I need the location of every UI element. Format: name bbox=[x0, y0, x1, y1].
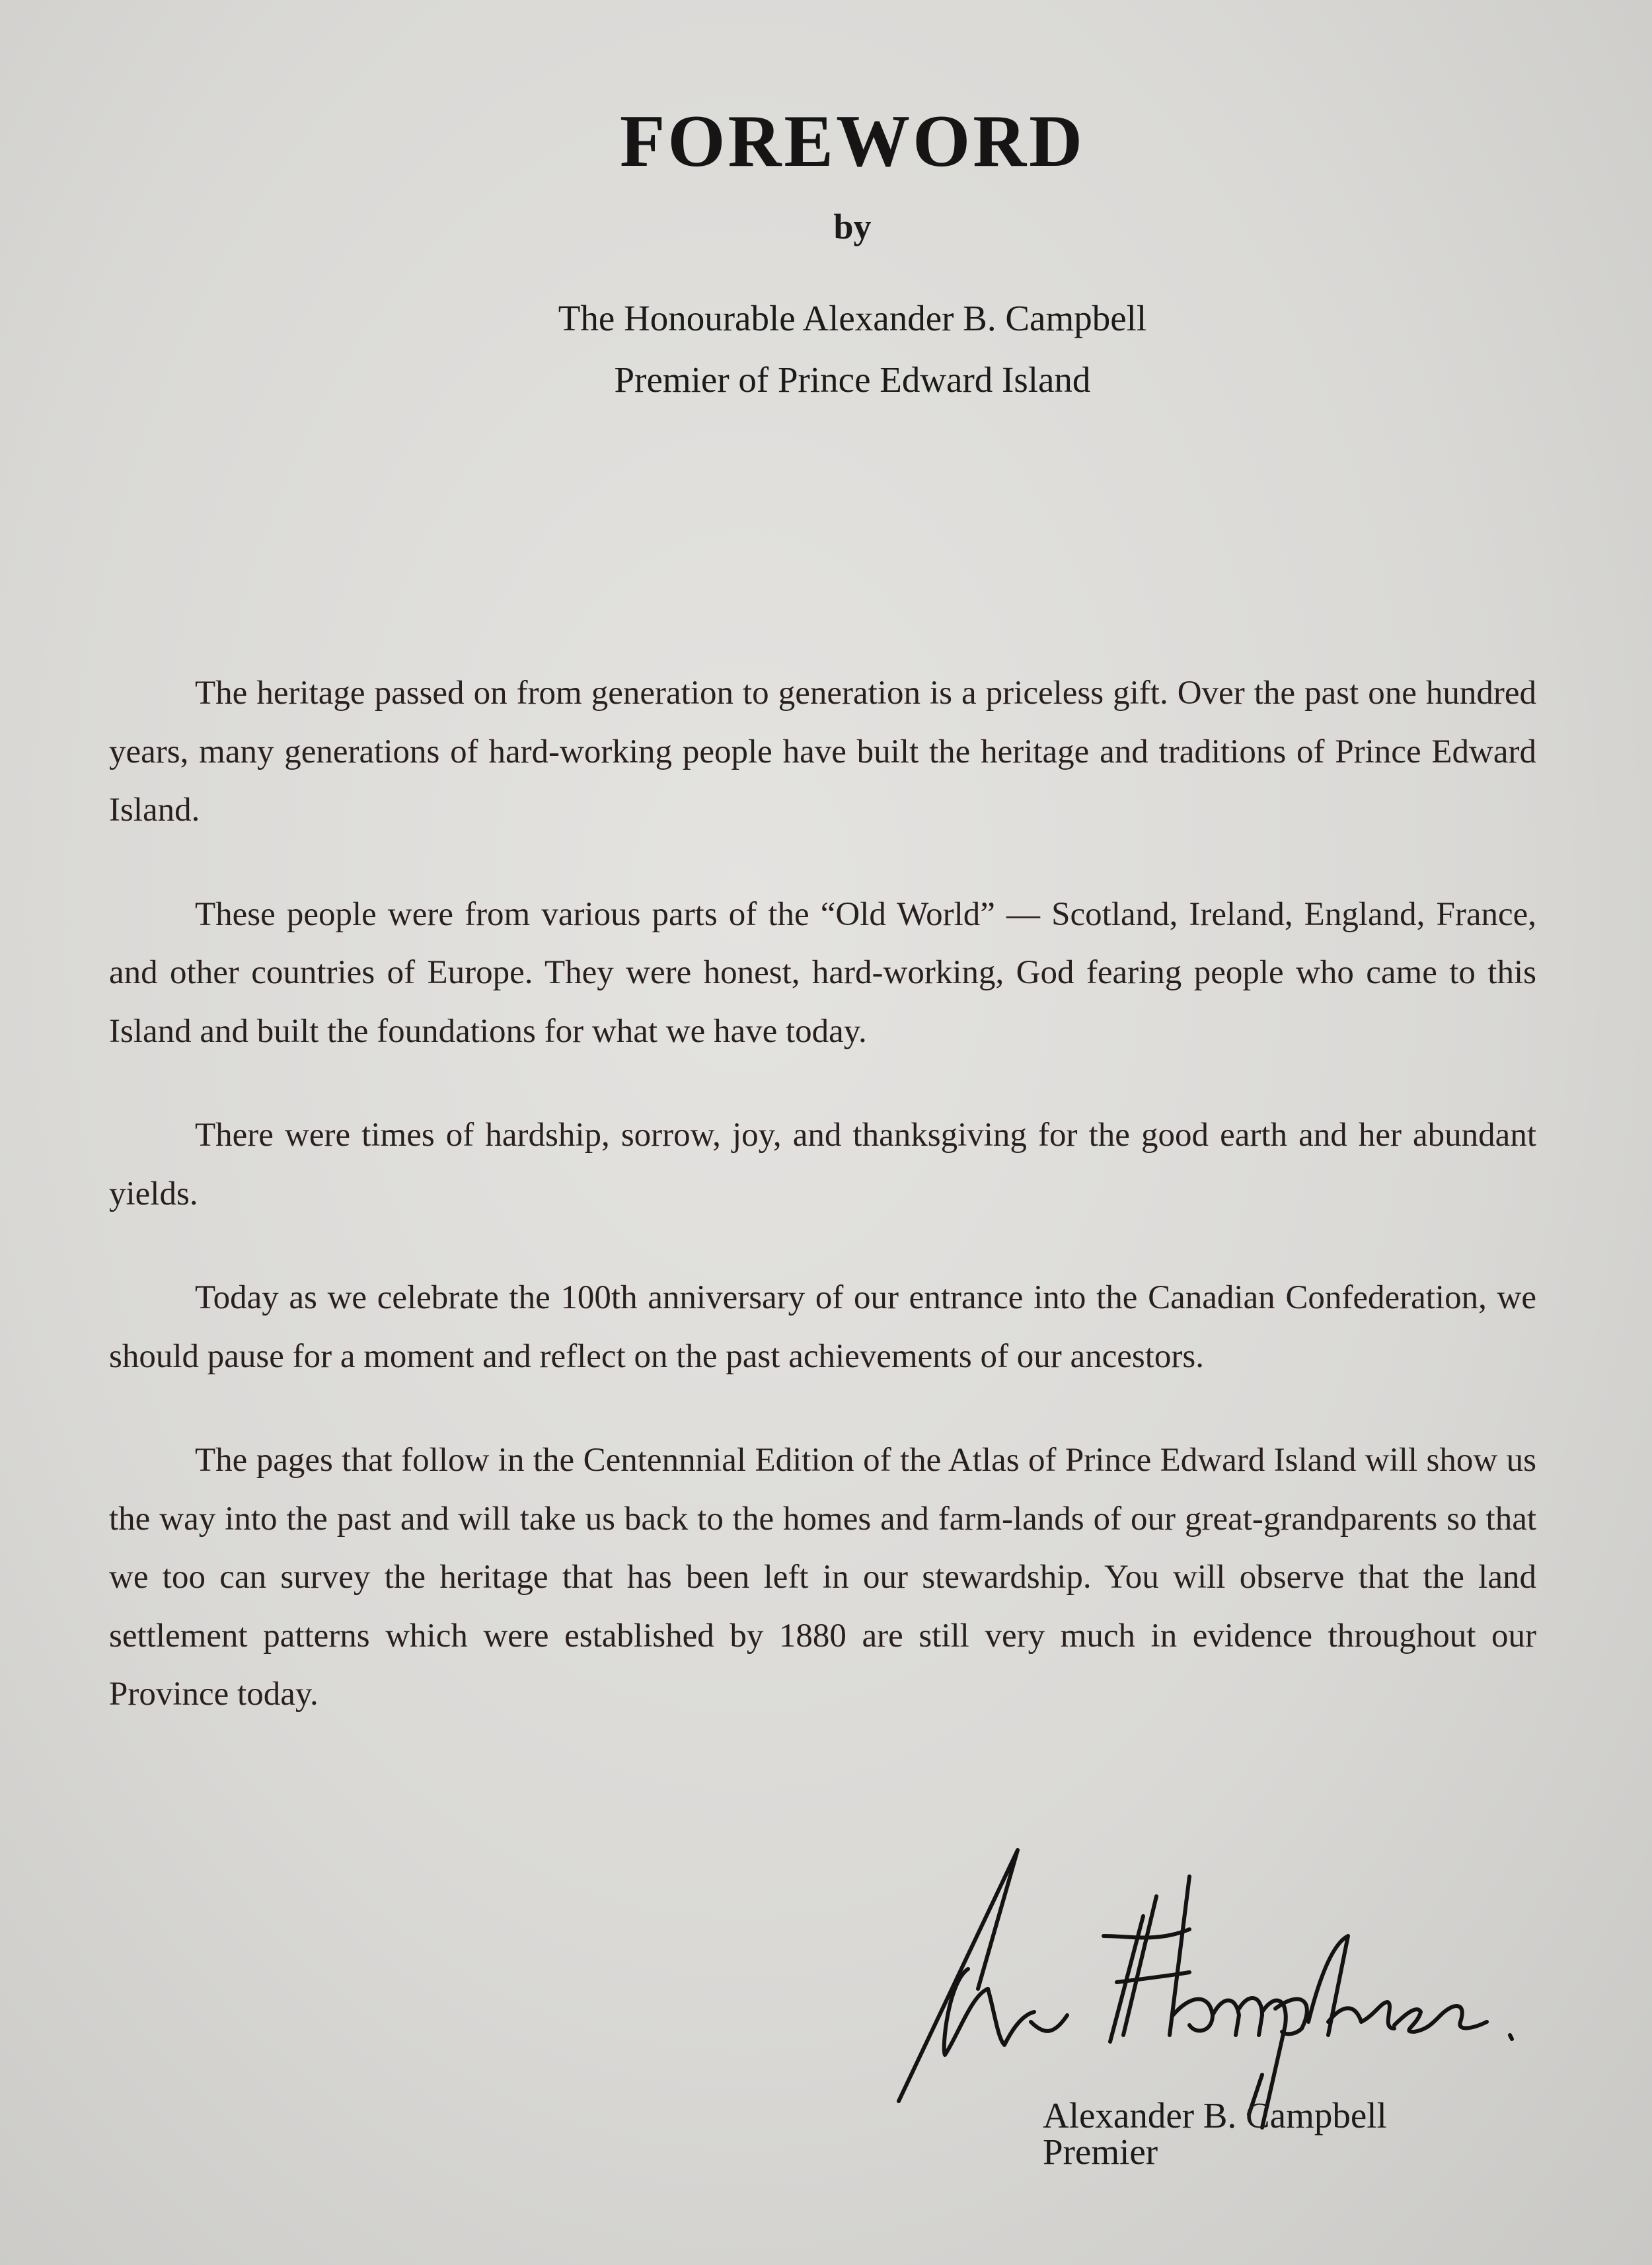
paragraph-2: These people were from various parts of the “Old World” — Scotland, Ireland, England, France, and other countries of Europe. They were honest, hard-working, God fearing people who came to this Island and built the foundations for what we have today. bbox=[109, 895, 1536, 1050]
byline-by: by bbox=[833, 207, 872, 246]
signer-role: Premier bbox=[1043, 2132, 1158, 2172]
paragraph-4: Today as we celebrate the 100th anniversary of our entrance into the Canadian Confederation, we should pause for a moment and reflect on the past achievements of our ancestors. bbox=[109, 1279, 1536, 1375]
page-title: FOREWORD bbox=[620, 100, 1085, 182]
signer-name: Alexander B. Campbell bbox=[1043, 2095, 1387, 2135]
paragraph-1: The heritage passed on from generation to generation is a priceless gift. Over the past one hundred years, many generations of hard-working people have built the heritage and traditions of Prince Edward Island. bbox=[109, 675, 1536, 829]
paragraph-5: The pages that follow in the Centennnial Edition of the Atlas of Prince Edward Island will show us the way into the past and will take us back to the homes and farm-lands of our great-grandparents so that we too can survey the heritage that has been left in our stewardship. You will observe that the land settlement patterns which were established by 1880 are still very much in evidence throughout our Province today. bbox=[109, 1442, 1536, 1713]
author-name: The Honourable Alexander B. Campbell bbox=[558, 298, 1147, 338]
foreword-body bbox=[109, 664, 1536, 1769]
author-title: Premier of Prince Edward Island bbox=[614, 359, 1091, 400]
paragraph-3: There were times of hardship, sorrow, joy, and thanksgiving for the good earth and her abundant yields. bbox=[109, 1117, 1536, 1212]
